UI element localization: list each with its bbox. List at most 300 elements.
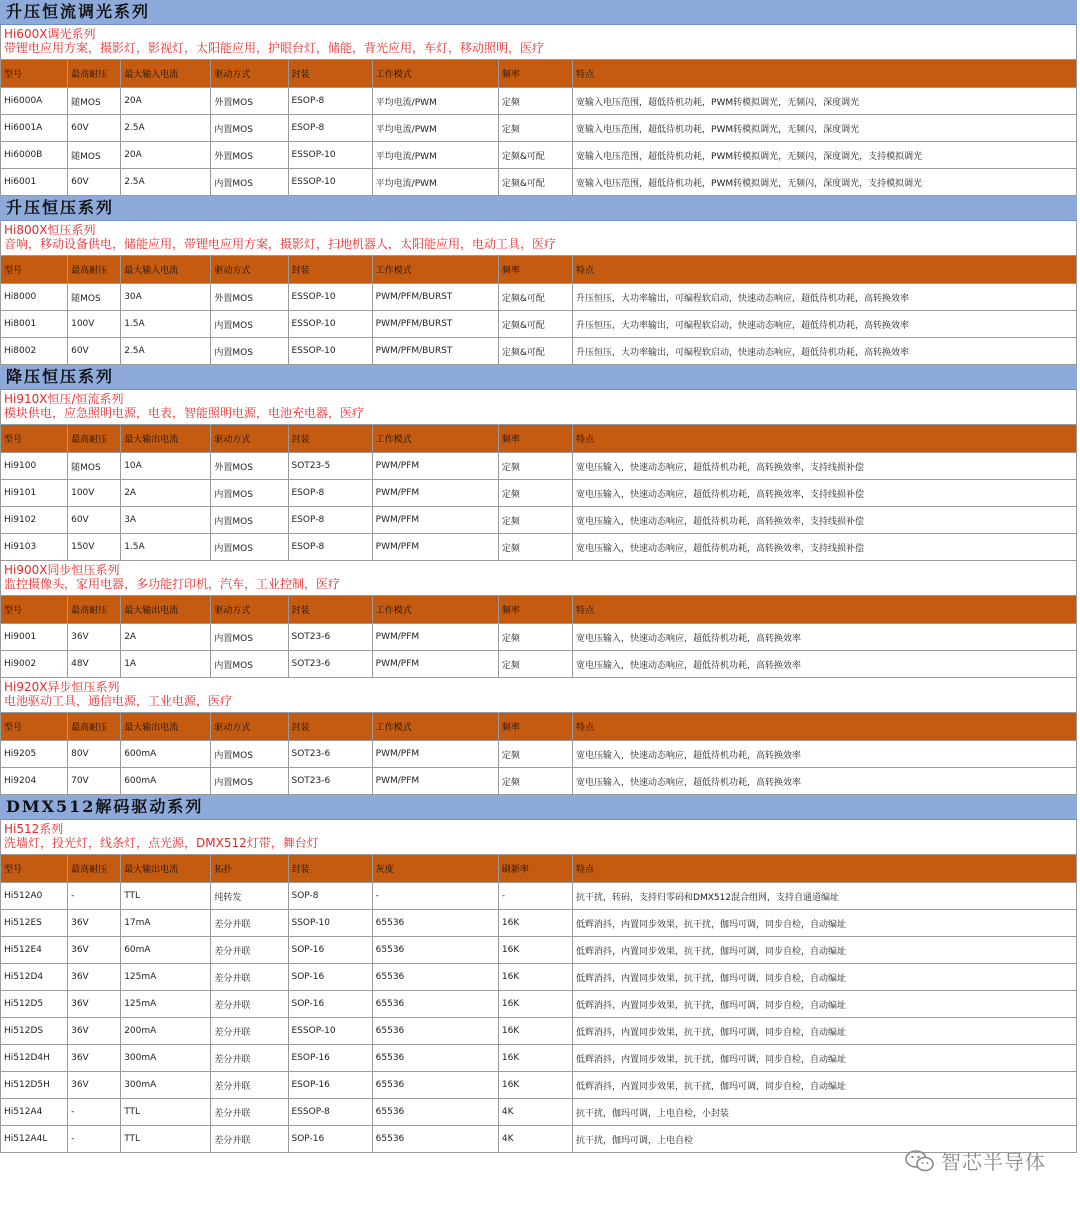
table-cell: 外置MOS	[211, 88, 288, 115]
table-cell: 升压恒压，大功率输出，可编程软启动，快速动态响应，超低待机功耗，高转换效率	[573, 284, 1077, 311]
table-cell: 抗干扰，伽玛可调，上电自检，小封装	[573, 1099, 1077, 1126]
table-cell: 宽电压输入，快速动态响应，超低待机功耗，高转换效率，支持线损补偿	[573, 453, 1077, 480]
table-cell: 16K	[498, 910, 572, 937]
table-cell: 宽电压输入，快速动态响应，超低待机功耗，高转换效率	[573, 768, 1077, 795]
table-cell: 内置MOS	[211, 768, 288, 795]
spec-table	[0, 59, 1077, 196]
table-cell: 65536	[372, 937, 498, 964]
table-cell: -	[68, 1099, 121, 1126]
table-cell: 2A	[121, 480, 211, 507]
table-cell: SOT23-6	[288, 624, 372, 651]
table-cell: Hi512ES	[1, 910, 68, 937]
table-cell: 2.5A	[121, 115, 211, 142]
table-cell: 125mA	[121, 991, 211, 1018]
table-cell: SOP-16	[288, 1126, 372, 1153]
table-cell: 内置MOS	[211, 338, 288, 365]
table-cell: 宽电压输入，快速动态响应，超低待机功耗，高转换效率	[573, 651, 1077, 678]
table-cell: 宽电压输入，快速动态响应，超低待机功耗，高转换效率	[573, 624, 1077, 651]
table-cell: Hi9001	[1, 624, 68, 651]
table-cell: PWM/PFM	[372, 768, 498, 795]
table-cell: 内置MOS	[211, 741, 288, 768]
table-cell: PWM/PFM/BURST	[372, 284, 498, 311]
column-header: 灰度	[372, 855, 498, 883]
table-cell: SOT23-6	[288, 768, 372, 795]
table-row	[1, 937, 1077, 964]
column-header: 最高耐压	[68, 596, 121, 624]
table-cell: 定频&可配	[498, 338, 572, 365]
table-cell: Hi512D4	[1, 964, 68, 991]
table-cell: 16K	[498, 964, 572, 991]
column-header: 特点	[573, 60, 1077, 88]
series-applications: 音响，移动设备供电，储能应用，带锂电应用方案，摄影灯，扫地机器人，太阳能应用，电动工具，医疗	[4, 237, 557, 251]
table-cell: 内置MOS	[211, 311, 288, 338]
table-cell: 随MOS	[68, 88, 121, 115]
table-cell: 60V	[68, 169, 121, 196]
table-cell: PWM/PFM	[372, 534, 498, 561]
table-cell: 升压恒压，大功率输出，可编程软启动，快速动态响应，超低待机功耗，高转换效率	[573, 338, 1077, 365]
column-header: 型号	[1, 855, 68, 883]
column-header: 工作模式	[372, 60, 498, 88]
column-header: 封装	[288, 855, 372, 883]
table-header-row	[1, 256, 1077, 284]
table-cell: 65536	[372, 991, 498, 1018]
series-name: Hi920X异步恒压系列	[4, 680, 120, 694]
table-cell: Hi512DS	[1, 1018, 68, 1045]
table-cell: 16K	[498, 1045, 572, 1072]
table-cell: SOP-16	[288, 937, 372, 964]
table-cell: 600mA	[121, 741, 211, 768]
table-cell: 低辉消抖，内置同步效果，抗干扰，伽玛可调，同步自检，自动编址	[573, 991, 1077, 1018]
table-cell: SOP-16	[288, 964, 372, 991]
table-row	[1, 284, 1077, 311]
table-row	[1, 480, 1077, 507]
table-row	[1, 507, 1077, 534]
table-row	[1, 741, 1077, 768]
spec-table	[0, 854, 1077, 1153]
watermark	[905, 1146, 1046, 1175]
column-header: 最大输入电流	[121, 256, 211, 284]
table-cell: ESOP-16	[288, 1072, 372, 1099]
table-cell: 宽电压输入，快速动态响应，超低待机功耗，高转换效率，支持线损补偿	[573, 507, 1077, 534]
table-cell: PWM/PFM	[372, 651, 498, 678]
table-cell: 2A	[121, 624, 211, 651]
table-cell: 平均电流/PWM	[372, 115, 498, 142]
column-header: 最高耐压	[68, 425, 121, 453]
table-cell: SOT23-6	[288, 651, 372, 678]
watermark-text: 智芯半导体	[941, 1150, 1046, 1174]
table-cell: 3A	[121, 507, 211, 534]
table-cell: 2.5A	[121, 169, 211, 196]
table-cell: TTL	[121, 1126, 211, 1153]
table-cell: 平均电流/PWM	[372, 88, 498, 115]
table-cell: 低辉消抖，内置同步效果，抗干扰，伽玛可调，同步自检，自动编址	[573, 1018, 1077, 1045]
table-cell: 16K	[498, 937, 572, 964]
table-cell: 300mA	[121, 1045, 211, 1072]
column-header: 最大输出电流	[121, 713, 211, 741]
table-cell: SOP-16	[288, 991, 372, 1018]
column-header: 工作模式	[372, 256, 498, 284]
column-header: 最高耐压	[68, 855, 121, 883]
table-cell: 定频	[498, 88, 572, 115]
table-cell: Hi512D4H	[1, 1045, 68, 1072]
table-row	[1, 115, 1077, 142]
table-cell: 差分并联	[211, 1099, 288, 1126]
table-cell: 125mA	[121, 964, 211, 991]
table-cell: 宽输入电压范围，超低待机功耗，PWM转模拟调光，无频闪，深度调光	[573, 115, 1077, 142]
table-cell: SSOP-10	[288, 910, 372, 937]
table-cell: 70V	[68, 768, 121, 795]
table-cell: 差分并联	[211, 964, 288, 991]
series-name: Hi900X同步恒压系列	[4, 563, 120, 577]
table-row	[1, 883, 1077, 910]
table-cell: 100V	[68, 311, 121, 338]
table-cell: PWM/PFM	[372, 507, 498, 534]
table-cell: 65536	[372, 910, 498, 937]
spec-table	[0, 255, 1077, 365]
column-header: 特点	[573, 256, 1077, 284]
column-header: 特点	[573, 713, 1077, 741]
table-cell: Hi512E4	[1, 937, 68, 964]
table-header-row	[1, 425, 1077, 453]
series-applications: 模块供电，应急照明电源，电表，智能照明电源，电池充电器，医疗	[4, 406, 365, 420]
table-cell: ESSOP-8	[288, 1099, 372, 1126]
table-cell: 内置MOS	[211, 169, 288, 196]
table-cell: 定频&可配	[498, 311, 572, 338]
table-cell: 定频	[498, 624, 572, 651]
table-cell: ESSOP-10	[288, 284, 372, 311]
table-row	[1, 651, 1077, 678]
table-cell: ESSOP-10	[288, 142, 372, 169]
table-cell: ESOP-8	[288, 88, 372, 115]
table-cell: ESSOP-10	[288, 311, 372, 338]
table-cell: 宽输入电压范围，超低待机功耗，PWM转模拟调光，无频闪，深度调光	[573, 88, 1077, 115]
table-cell: 纯转发	[211, 883, 288, 910]
table-cell: 升压恒压，大功率输出，可编程软启动，快速动态响应，超低待机功耗，高转换效率	[573, 311, 1077, 338]
section-title: 升压恒流调光系列	[0, 0, 1077, 25]
table-cell: -	[68, 1126, 121, 1153]
table-cell: -	[498, 883, 572, 910]
column-header: 最高耐压	[68, 713, 121, 741]
table-cell: 宽输入电压范围，超低待机功耗，PWM转模拟调光，无频闪，深度调光，支持模拟调光	[573, 142, 1077, 169]
table-cell: 定频	[498, 651, 572, 678]
column-header: 特点	[573, 596, 1077, 624]
column-header: 最高耐压	[68, 256, 121, 284]
table-cell: PWM/PFM/BURST	[372, 311, 498, 338]
table-cell: 低辉消抖，内置同步效果，抗干扰，伽玛可调，同步自检，自动编址	[573, 964, 1077, 991]
table-row	[1, 1072, 1077, 1099]
table-cell: 65536	[372, 964, 498, 991]
series-applications: 带锂电应用方案，摄影灯，影视灯，太阳能应用，护眼台灯，储能，背光应用，车灯，移动照明，医疗	[4, 41, 545, 55]
spec-table	[0, 595, 1077, 678]
table-cell: Hi9204	[1, 768, 68, 795]
table-cell: Hi9103	[1, 534, 68, 561]
column-header: 型号	[1, 256, 68, 284]
table-cell: 外置MOS	[211, 284, 288, 311]
table-row	[1, 910, 1077, 937]
table-cell: 内置MOS	[211, 480, 288, 507]
table-cell: -	[68, 883, 121, 910]
table-cell: PWM/PFM	[372, 624, 498, 651]
table-cell: 36V	[68, 910, 121, 937]
table-cell: 36V	[68, 991, 121, 1018]
table-cell: 1.5A	[121, 311, 211, 338]
table-cell: 定频&可配	[498, 142, 572, 169]
table-cell: 60mA	[121, 937, 211, 964]
table-cell: 60V	[68, 507, 121, 534]
table-cell: Hi512A0	[1, 883, 68, 910]
series-header	[0, 820, 1077, 854]
table-cell: 定频	[498, 453, 572, 480]
table-cell: 65536	[372, 1099, 498, 1126]
table-row	[1, 768, 1077, 795]
table-cell: 30A	[121, 284, 211, 311]
series-name: Hi800X恒压系列	[4, 223, 96, 237]
table-cell: ESSOP-10	[288, 1018, 372, 1045]
table-cell: 定频	[498, 534, 572, 561]
table-cell: Hi512D5H	[1, 1072, 68, 1099]
table-cell: 36V	[68, 624, 121, 651]
column-header: 最大输出电流	[121, 596, 211, 624]
column-header: 驱动方式	[211, 425, 288, 453]
table-row	[1, 964, 1077, 991]
table-cell: 宽电压输入，快速动态响应，超低待机功耗，高转换效率	[573, 741, 1077, 768]
table-cell: 1.5A	[121, 534, 211, 561]
table-cell: 65536	[372, 1018, 498, 1045]
table-cell: ESOP-8	[288, 507, 372, 534]
table-row	[1, 624, 1077, 651]
table-cell: 10A	[121, 453, 211, 480]
table-cell: 48V	[68, 651, 121, 678]
table-cell: 600mA	[121, 768, 211, 795]
table-row	[1, 534, 1077, 561]
table-row	[1, 1018, 1077, 1045]
table-cell: 随MOS	[68, 142, 121, 169]
column-header: 驱动方式	[211, 60, 288, 88]
series-name: Hi910X恒压/恒流系列	[4, 392, 124, 406]
table-cell: 20A	[121, 142, 211, 169]
table-cell: Hi512A4	[1, 1099, 68, 1126]
table-cell: 定频	[498, 115, 572, 142]
table-cell: 16K	[498, 991, 572, 1018]
column-header: 型号	[1, 425, 68, 453]
table-row	[1, 991, 1077, 1018]
column-header: 封装	[288, 256, 372, 284]
column-header: 封装	[288, 425, 372, 453]
table-cell: PWM/PFM	[372, 453, 498, 480]
table-cell: 抗干扰，转码，支持归零码和DMX512混合组网，支持自通道编址	[573, 883, 1077, 910]
table-cell: 80V	[68, 741, 121, 768]
table-cell: Hi9205	[1, 741, 68, 768]
table-cell: 差分并联	[211, 910, 288, 937]
table-cell: 定频	[498, 480, 572, 507]
table-cell: 差分并联	[211, 1126, 288, 1153]
table-cell: PWM/PFM	[372, 480, 498, 507]
table-header-row	[1, 855, 1077, 883]
series-name: Hi600X调光系列	[4, 27, 96, 41]
table-cell: Hi6001A	[1, 115, 68, 142]
table-header-row	[1, 596, 1077, 624]
table-cell: 定频&可配	[498, 284, 572, 311]
section-title: 升压恒压系列	[0, 196, 1077, 221]
column-header: 驱动方式	[211, 596, 288, 624]
table-cell: 定频	[498, 741, 572, 768]
column-header: 封装	[288, 713, 372, 741]
table-cell: 100V	[68, 480, 121, 507]
table-cell: PWM/PFM/BURST	[372, 338, 498, 365]
table-cell: 外置MOS	[211, 142, 288, 169]
table-cell: PWM/PFM	[372, 741, 498, 768]
table-cell: 1A	[121, 651, 211, 678]
table-cell: Hi8000	[1, 284, 68, 311]
series-applications: 监控摄像头，家用电器，多功能打印机，汽车，工业控制，医疗	[4, 577, 341, 591]
section-title: DMX512解码驱动系列	[0, 795, 1077, 820]
table-cell: 随MOS	[68, 453, 121, 480]
table-row	[1, 169, 1077, 196]
series-applications: 电池驱动工具，通信电源，工业电源，医疗	[4, 694, 233, 708]
table-header-row	[1, 713, 1077, 741]
table-cell: 内置MOS	[211, 507, 288, 534]
table-cell: 65536	[372, 1072, 498, 1099]
table-row	[1, 338, 1077, 365]
table-cell: ESOP-16	[288, 1045, 372, 1072]
table-cell: 低辉消抖，内置同步效果，抗干扰，伽玛可调，同步自检，自动编址	[573, 1072, 1077, 1099]
table-cell: Hi512A4L	[1, 1126, 68, 1153]
table-cell: 外置MOS	[211, 453, 288, 480]
table-cell: 低辉消抖，内置同步效果，抗干扰，伽玛可调，同步自检，自动编址	[573, 910, 1077, 937]
column-header: 驱动方式	[211, 713, 288, 741]
table-cell: 内置MOS	[211, 624, 288, 651]
table-cell: 宽电压输入，快速动态响应，超低待机功耗，高转换效率，支持线损补偿	[573, 534, 1077, 561]
series-header	[0, 561, 1077, 595]
column-header: 工作模式	[372, 596, 498, 624]
table-cell: TTL	[121, 1099, 211, 1126]
table-cell: 随MOS	[68, 284, 121, 311]
table-cell: -	[372, 883, 498, 910]
column-header: 特点	[573, 425, 1077, 453]
table-cell: 低辉消抖，内置同步效果，抗干扰，伽玛可调，同步自检，自动编址	[573, 1045, 1077, 1072]
column-header: 型号	[1, 596, 68, 624]
table-cell: SOT23-5	[288, 453, 372, 480]
column-header: 频率	[498, 256, 572, 284]
table-row	[1, 1099, 1077, 1126]
table-cell: 宽输入电压范围，超低待机功耗，PWM转模拟调光，无频闪，深度调光，支持模拟调光	[573, 169, 1077, 196]
table-cell: 36V	[68, 937, 121, 964]
table-cell: 17mA	[121, 910, 211, 937]
table-cell: Hi6000A	[1, 88, 68, 115]
table-cell: 差分并联	[211, 991, 288, 1018]
table-cell: 差分并联	[211, 1072, 288, 1099]
column-header: 特点	[573, 855, 1077, 883]
series-header	[0, 678, 1077, 712]
table-cell: 差分并联	[211, 1045, 288, 1072]
column-header: 工作模式	[372, 425, 498, 453]
table-cell: 定频	[498, 507, 572, 534]
table-cell: 2.5A	[121, 338, 211, 365]
series-header	[0, 25, 1077, 59]
table-cell: SOP-8	[288, 883, 372, 910]
table-cell: Hi8002	[1, 338, 68, 365]
table-cell: Hi512D5	[1, 991, 68, 1018]
column-header: 刷新率	[498, 855, 572, 883]
table-cell: SOT23-6	[288, 741, 372, 768]
series-header	[0, 390, 1077, 424]
table-cell: 200mA	[121, 1018, 211, 1045]
table-cell: 65536	[372, 1045, 498, 1072]
spec-table	[0, 712, 1077, 795]
table-cell: ESSOP-10	[288, 169, 372, 196]
table-cell: 300mA	[121, 1072, 211, 1099]
table-cell: ESOP-8	[288, 480, 372, 507]
table-cell: Hi8001	[1, 311, 68, 338]
table-row	[1, 88, 1077, 115]
table-cell: 4K	[498, 1099, 572, 1126]
table-cell: 差分并联	[211, 937, 288, 964]
table-row	[1, 453, 1077, 480]
column-header: 频率	[498, 596, 572, 624]
spec-table	[0, 424, 1077, 561]
table-cell: 36V	[68, 1018, 121, 1045]
table-cell: 16K	[498, 1072, 572, 1099]
column-header: 型号	[1, 60, 68, 88]
column-header: 最大输出电流	[121, 425, 211, 453]
table-row	[1, 142, 1077, 169]
table-cell: 36V	[68, 1045, 121, 1072]
table-cell: 60V	[68, 115, 121, 142]
table-cell: 36V	[68, 964, 121, 991]
table-cell: Hi9101	[1, 480, 68, 507]
table-cell: 60V	[68, 338, 121, 365]
column-header: 频率	[498, 713, 572, 741]
table-cell: 定频	[498, 768, 572, 795]
series-header	[0, 221, 1077, 255]
table-cell: 4K	[498, 1126, 572, 1153]
table-cell: 差分并联	[211, 1018, 288, 1045]
table-cell: 16K	[498, 1018, 572, 1045]
table-cell: ESSOP-10	[288, 338, 372, 365]
wechat-icon	[905, 1149, 935, 1173]
table-cell: 内置MOS	[211, 651, 288, 678]
series-name: Hi512系列	[4, 822, 64, 836]
column-header: 型号	[1, 713, 68, 741]
column-header: 最大输入电流	[121, 60, 211, 88]
table-cell: 内置MOS	[211, 115, 288, 142]
table-cell: Hi6001	[1, 169, 68, 196]
column-header: 封装	[288, 596, 372, 624]
section-title: 降压恒压系列	[0, 365, 1077, 390]
table-cell: 抗干扰，伽玛可调，上电自检	[573, 1126, 1077, 1153]
table-row	[1, 311, 1077, 338]
table-header-row	[1, 60, 1077, 88]
table-cell: ESOP-8	[288, 534, 372, 561]
table-cell: 65536	[372, 1126, 498, 1153]
table-cell: Hi9102	[1, 507, 68, 534]
column-header: 频率	[498, 425, 572, 453]
column-header: 拓扑	[211, 855, 288, 883]
table-cell: 定频&可配	[498, 169, 572, 196]
table-cell: TTL	[121, 883, 211, 910]
table-cell: 36V	[68, 1072, 121, 1099]
table-cell: Hi9100	[1, 453, 68, 480]
column-header: 频率	[498, 60, 572, 88]
table-cell: 内置MOS	[211, 534, 288, 561]
column-header: 工作模式	[372, 713, 498, 741]
series-applications: 洗墙灯，投光灯，线条灯，点光源，DMX512灯带，舞台灯	[4, 836, 319, 850]
table-row	[1, 1045, 1077, 1072]
table-cell: 150V	[68, 534, 121, 561]
column-header: 最高耐压	[68, 60, 121, 88]
table-cell: ESOP-8	[288, 115, 372, 142]
table-cell: Hi6000B	[1, 142, 68, 169]
